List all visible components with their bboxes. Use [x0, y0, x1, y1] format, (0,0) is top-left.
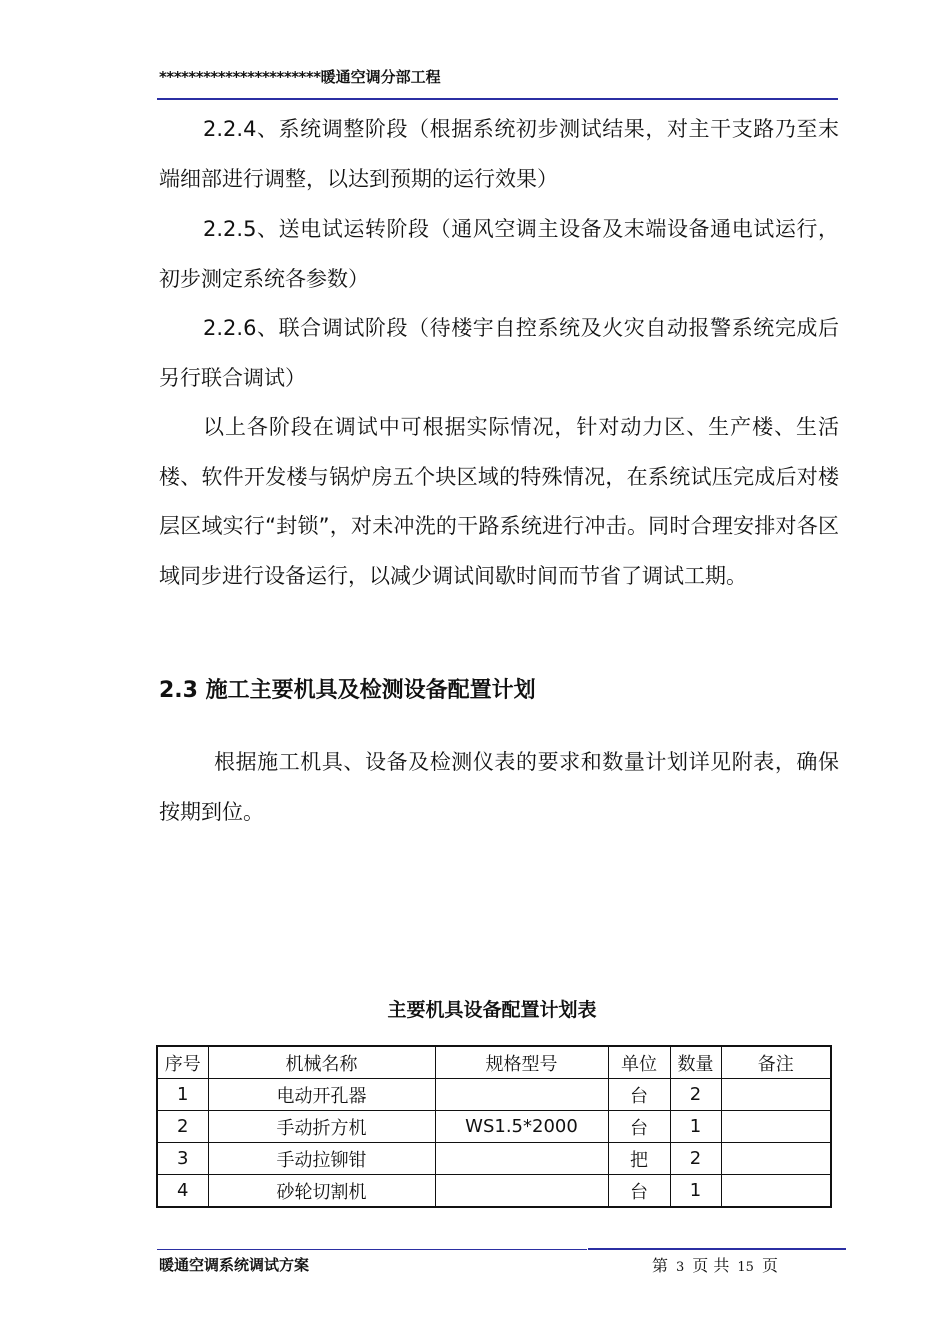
cell-quantity: 2	[670, 1143, 721, 1175]
cell-unit: 台	[608, 1079, 670, 1111]
footer-page-number	[652, 1253, 778, 1276]
page-middle: 页 共	[692, 1256, 730, 1275]
cell-name: 手动折方机	[208, 1111, 435, 1143]
column-header-index: 序号	[157, 1046, 208, 1079]
cell-index: 4	[157, 1175, 208, 1208]
cell-quantity: 1	[670, 1111, 721, 1143]
footer-doc-title: 暖通空调系统调试方案	[159, 1256, 310, 1274]
column-header-quantity: 数量	[670, 1046, 721, 1079]
cell-remarks	[721, 1079, 831, 1111]
cell-name: 手动拉铆钳	[208, 1143, 435, 1175]
column-header-remarks: 备注	[721, 1046, 831, 1079]
cell-index: 2	[157, 1111, 208, 1143]
cell-name: 砂轮切割机	[208, 1175, 435, 1208]
paragraph-2-2-4: 2.2.4、系统调整阶段（根据系统初步测试结果，对主干支路乃至末端细部进行调整，以达到预期的运行效果）	[159, 117, 839, 191]
table-row	[157, 1111, 831, 1143]
page-suffix: 页	[761, 1256, 778, 1275]
table-row	[157, 1143, 831, 1175]
paragraph-2-2-6: 2.2.6、联合调试阶段（待楼宇自控系统及火灾自动报警系统完成后另行联合调试）	[159, 316, 839, 390]
section-heading: 2.3 施工主要机具及检测设备配置计划	[159, 678, 536, 703]
page-header	[159, 66, 441, 87]
cell-index: 3	[157, 1143, 208, 1175]
header-rule	[157, 98, 838, 100]
header-stars: **********************	[159, 68, 321, 86]
cell-model	[435, 1143, 608, 1175]
cell-unit: 把	[608, 1143, 670, 1175]
column-header-name: 机械名称	[208, 1046, 435, 1079]
cell-remarks	[721, 1111, 831, 1143]
footer-rule-left	[157, 1249, 587, 1250]
cell-index: 1	[157, 1079, 208, 1111]
table-row	[157, 1175, 831, 1208]
footer-rule-right	[588, 1248, 846, 1250]
equipment-table	[156, 1045, 832, 1208]
section-paragraph: 根据施工机具、设备及检测仪表的要求和数量计划详见附表，确保按期到位。	[159, 750, 839, 824]
cell-unit: 台	[608, 1111, 670, 1143]
cell-remarks	[721, 1143, 831, 1175]
page-total: 15	[737, 1260, 754, 1275]
cell-remarks	[721, 1175, 831, 1208]
table-header-row	[157, 1046, 831, 1079]
header-title: 暖通空调分部工程	[320, 68, 441, 86]
cell-model	[435, 1079, 608, 1111]
cell-quantity: 2	[670, 1079, 721, 1111]
table-title: 主要机具设备配置计划表	[387, 999, 597, 1021]
paragraph-summary: 以上各阶段在调试中可根据实际情况，针对动力区、生产楼、生活楼、软件开发楼与锅炉房五个块区域的特殊情况，在系统试压完成后对楼层区域实行“封锁”，对未冲洗的干路系统进行冲击。同时合理安排对各区域同步进行设备运行，以减少调试间歇时间而节省了调试工期。	[159, 415, 839, 589]
cell-model	[435, 1175, 608, 1208]
cell-name: 电动开孔器	[208, 1079, 435, 1111]
column-header-model: 规格型号	[435, 1046, 608, 1079]
cell-model: WS1.5*2000	[435, 1111, 608, 1143]
column-header-unit: 单位	[608, 1046, 670, 1079]
page-current: 3	[676, 1260, 685, 1275]
paragraph-2-2-5: 2.2.5、送电试运转阶段（通风空调主设备及末端设备通电试运行，初步测定系统各参数）	[159, 217, 839, 291]
page-prefix: 第	[652, 1256, 669, 1275]
table-row	[157, 1079, 831, 1111]
cell-quantity: 1	[670, 1175, 721, 1208]
cell-unit: 台	[608, 1175, 670, 1208]
